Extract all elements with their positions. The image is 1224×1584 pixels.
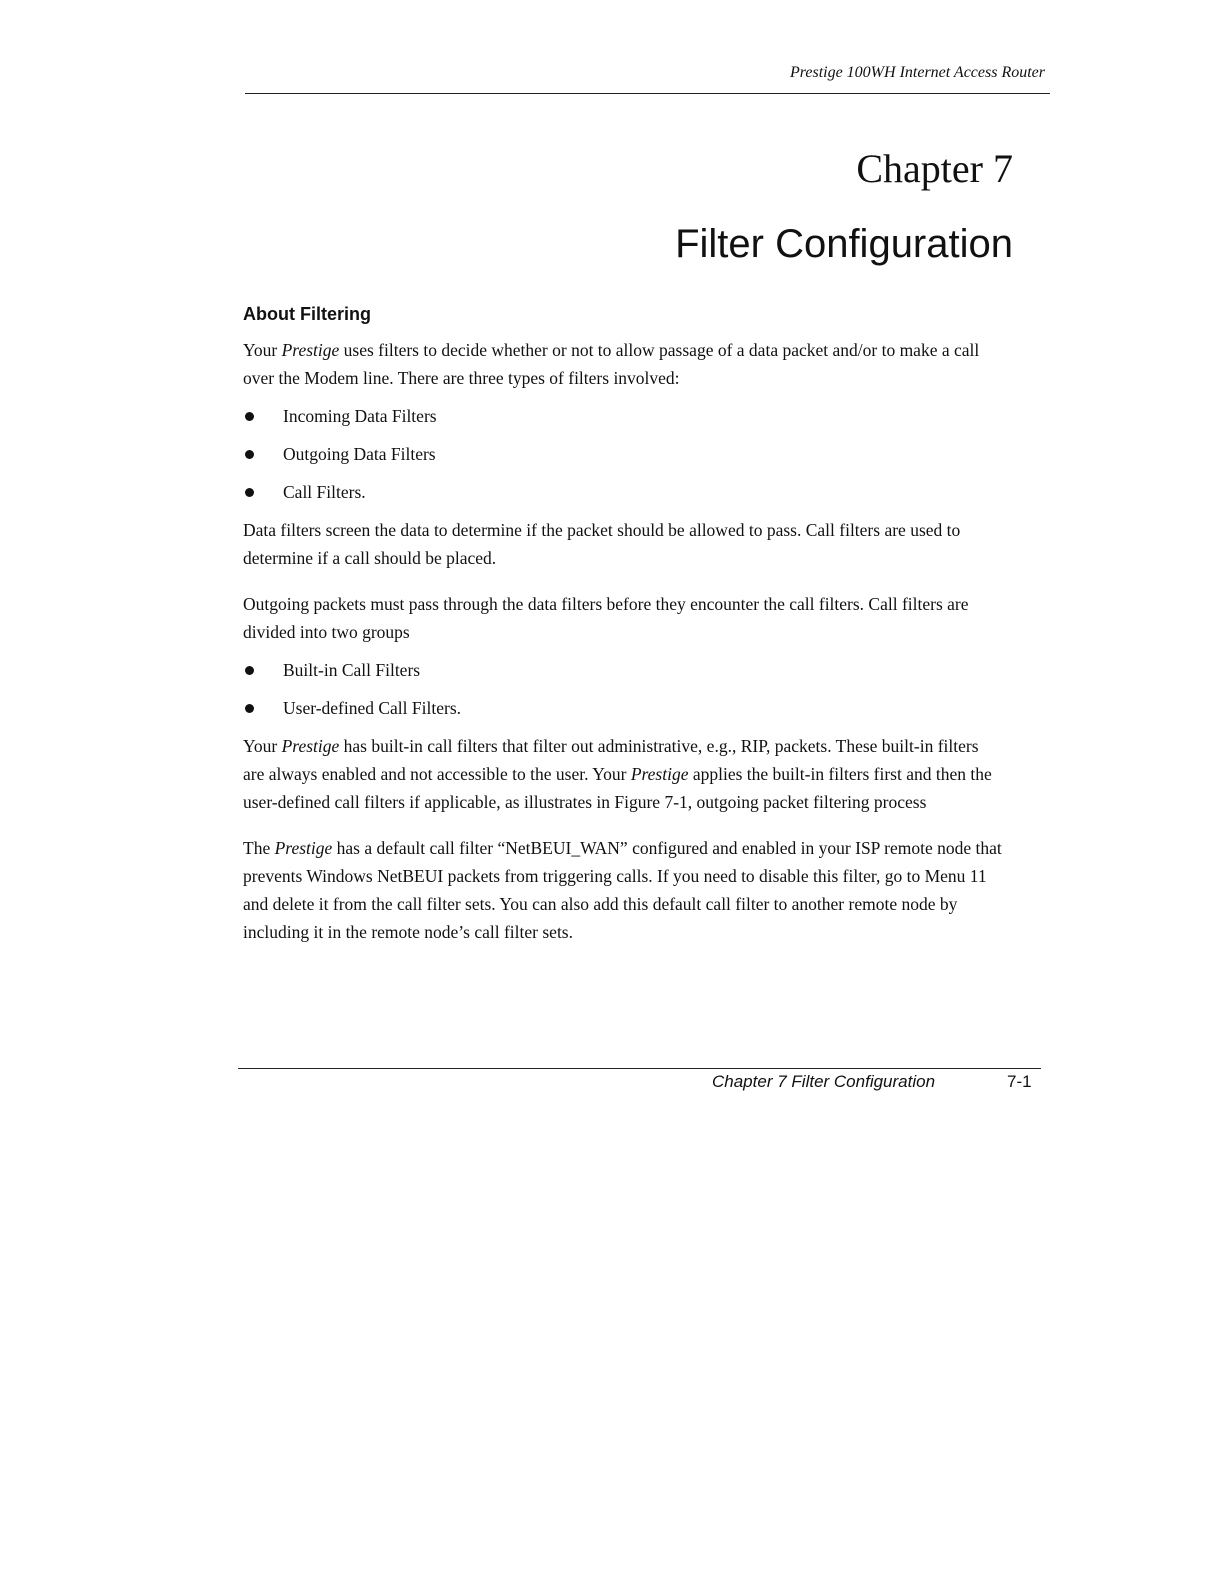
filter-types-list: [243, 402, 1003, 506]
intro-text-a: Your: [243, 340, 282, 360]
bullet-icon: [245, 450, 254, 459]
call-filter-groups-list: [243, 656, 1003, 722]
intro-paragraph: [243, 336, 1003, 392]
default-filter-paragraph: [243, 834, 1003, 946]
running-header: [245, 64, 1045, 82]
footer-rule: [238, 1068, 1041, 1069]
bullet-icon: [245, 488, 254, 497]
product-name: Prestige: [274, 838, 333, 858]
section-heading: About Filtering: [243, 304, 371, 324]
list-item: [243, 478, 1003, 506]
built-in-filters-paragraph: [243, 732, 1003, 816]
list-item: [243, 440, 1003, 468]
list-item-text: Call Filters.: [283, 482, 366, 502]
list-item-text: Built-in Call Filters: [283, 660, 421, 680]
list-item: [243, 402, 1003, 430]
footer-chapter-name: Filter Configuration: [791, 1072, 936, 1091]
chapter-title: Filter Configuration: [675, 222, 1013, 266]
list-item: [243, 656, 1003, 684]
outgoing-packets-paragraph: Outgoing packets must pass through the data filters before they encounter the call filters. Call filters are divided into two groups: [243, 594, 969, 642]
bullet-icon: [245, 704, 254, 713]
header-rule: [245, 93, 1050, 94]
footer-chapter-title: [712, 1072, 935, 1092]
list-item-text: Incoming Data Filters: [283, 406, 437, 426]
data-filters-paragraph: Data filters screen the data to determine if the packet should be allowed to pass. Call filters are used to determine if a call should be placed.: [243, 520, 961, 568]
bullet-icon: [245, 412, 254, 421]
built-in-text-b: has built-in call filters that filter out administrative, e.g., RIP, packets. These built-in filters are always enabled and not accessible to the user. Your: [243, 736, 979, 784]
built-in-text-a: Your: [243, 736, 282, 756]
footer-chapter-label: Chapter 7: [712, 1072, 787, 1091]
intro-text-b: uses filters to decide whether or not to allow passage of a data packet and/or to make a call over the Modem line. There are three types of filters involved:: [243, 340, 980, 388]
product-name: Prestige: [281, 736, 340, 756]
list-item: [243, 694, 1003, 722]
running-header-title: Prestige 100WH Internet Access Router: [789, 64, 1045, 81]
body-content: [243, 300, 1003, 956]
product-name: Prestige: [630, 764, 689, 784]
product-name: Prestige: [281, 340, 340, 360]
built-in-text-c: applies the built-in filters first and then the user-defined call filters if applicable, as illustrates in Figure 7-1, outgoing packet filtering process: [243, 764, 992, 812]
list-item-text: User-defined Call Filters.: [283, 698, 462, 718]
list-item-text: Outgoing Data Filters: [283, 444, 436, 464]
chapter-number: Chapter 7: [856, 146, 1013, 191]
bullet-icon: [245, 666, 254, 675]
default-filter-text-b: has a default call filter “NetBEUI_WAN” configured and enabled in your ISP remote node that prevents Windows NetBEUI packets from triggering calls. If you need to disable this filter, go to Menu 11 and delete it from the call filter sets. You can also add this default call filter to another remote node by including it in the remote node’s call filter sets.: [243, 838, 1002, 942]
default-filter-text-a: The: [243, 838, 275, 858]
page-number: 7-1: [1007, 1072, 1032, 1091]
